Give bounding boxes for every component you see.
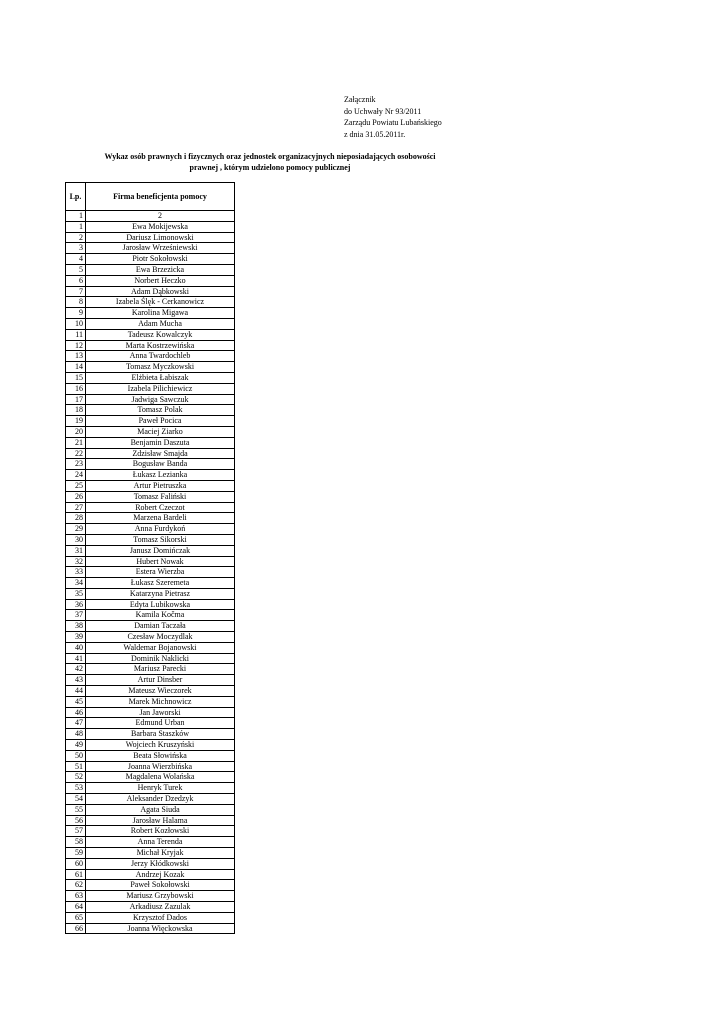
row-number: 23 [66, 459, 86, 470]
row-number: 39 [66, 632, 86, 643]
row-number: 40 [66, 642, 86, 653]
beneficiary-name: Katarzyna Pietrasz [86, 588, 235, 599]
beneficiary-name: Elżbieta Łabiszak [86, 372, 235, 383]
row-number: 59 [66, 848, 86, 859]
row-number: 15 [66, 372, 86, 383]
table-row [66, 416, 235, 427]
beneficiary-name: Marta Kostrzewińska [86, 340, 235, 351]
row-number: 55 [66, 804, 86, 815]
beneficiary-name: Janusz Domińczak [86, 545, 235, 556]
table-row [66, 297, 235, 308]
row-number: 20 [66, 426, 86, 437]
beneficiary-name: Marzena Bardeli [86, 513, 235, 524]
beneficiary-name: Paweł Pocica [86, 416, 235, 427]
beneficiary-name: Tomasz Polak [86, 405, 235, 416]
table-row [66, 275, 235, 286]
row-number: 62 [66, 880, 86, 891]
row-number: 56 [66, 815, 86, 826]
beneficiary-name: Maciej Ziarko [86, 426, 235, 437]
table-row [66, 588, 235, 599]
beneficiary-name: Adam Mucha [86, 318, 235, 329]
row-number: 33 [66, 567, 86, 578]
beneficiary-name: Krzysztof Dados [86, 912, 235, 923]
table-row [66, 718, 235, 729]
table-row [66, 491, 235, 502]
table-row [66, 502, 235, 513]
beneficiary-name: Czesław Moczydlak [86, 632, 235, 643]
table-row [66, 480, 235, 491]
row-number: 43 [66, 675, 86, 686]
beneficiary-name: Beata Słowińska [86, 750, 235, 761]
table-row [66, 383, 235, 394]
beneficiary-name: Anna Twardochleb [86, 351, 235, 362]
beneficiary-name: Estera Wierzba [86, 567, 235, 578]
beneficiary-name: Paweł Sokołowski [86, 880, 235, 891]
table-row [66, 858, 235, 869]
table-row [66, 826, 235, 837]
table-row [66, 459, 235, 470]
beneficiary-name: Karolina Migawa [86, 308, 235, 319]
beneficiary-name: Aleksander Dzedzyk [86, 794, 235, 805]
row-number: 66 [66, 923, 86, 934]
beneficiary-name: Benjamin Daszuta [86, 437, 235, 448]
row-number: 4 [66, 254, 86, 265]
table-row [66, 621, 235, 632]
beneficiary-name: Robert Kozłowski [86, 826, 235, 837]
table-row [66, 707, 235, 718]
beneficiary-name: Hubert Nowak [86, 556, 235, 567]
table-row [66, 426, 235, 437]
table-row [66, 254, 235, 265]
row-number: 44 [66, 686, 86, 697]
table-row [66, 556, 235, 567]
table-row [66, 308, 235, 319]
header-line-date: z dnia 31.05.2011r. [344, 129, 406, 139]
table-row [66, 696, 235, 707]
beneficiary-name: Edyta Lubikowska [86, 599, 235, 610]
title-line-1: Wykaz osób prawnych i fizycznych oraz jednostek organizacyjnych nieposiadających osobowości [104, 152, 436, 161]
row-number: 65 [66, 912, 86, 923]
row-number: 18 [66, 405, 86, 416]
row-number: 49 [66, 740, 86, 751]
table-row [66, 394, 235, 405]
beneficiary-name: Robert Czeczot [86, 502, 235, 513]
table-row [66, 372, 235, 383]
row-number: 27 [66, 502, 86, 513]
beneficiaries-table [65, 182, 235, 934]
beneficiary-name: Norbert Heczko [86, 275, 235, 286]
document-title [60, 151, 480, 173]
row-number: 42 [66, 664, 86, 675]
row-number: 30 [66, 534, 86, 545]
beneficiary-name: Łukasz Szeremeta [86, 578, 235, 589]
beneficiary-name: Zdzisław Smajda [86, 448, 235, 459]
beneficiary-name: Mariusz Grzybowski [86, 891, 235, 902]
table-row [66, 686, 235, 697]
beneficiary-name: Wojciech Kruszyński [86, 740, 235, 751]
table-row [66, 513, 235, 524]
row-number: 3 [66, 243, 86, 254]
beneficiary-name: Waldemar Bojanowski [86, 642, 235, 653]
row-number: 57 [66, 826, 86, 837]
table-row [66, 880, 235, 891]
row-number: 37 [66, 610, 86, 621]
table-row [66, 437, 235, 448]
table-row [66, 448, 235, 459]
row-number: 14 [66, 362, 86, 373]
row-number: 45 [66, 696, 86, 707]
table-row [66, 599, 235, 610]
row-number: 61 [66, 869, 86, 880]
row-number: 16 [66, 383, 86, 394]
beneficiary-name: Ewa Brzezicka [86, 264, 235, 275]
beneficiary-name: Adam Dąbkowski [86, 286, 235, 297]
table-row [66, 729, 235, 740]
beneficiary-name: Marek Michnowicz [86, 696, 235, 707]
table-row [66, 286, 235, 297]
table-row [66, 848, 235, 859]
row-number: 24 [66, 470, 86, 481]
beneficiary-name: Ewa Mokijewska [86, 221, 235, 232]
table-row [66, 567, 235, 578]
row-number: 48 [66, 729, 86, 740]
table-row [66, 642, 235, 653]
beneficiary-name: Tomasz Sikorski [86, 534, 235, 545]
row-number: 51 [66, 761, 86, 772]
beneficiary-name: Mateusz Wieczorek [86, 686, 235, 697]
row-number: 54 [66, 794, 86, 805]
header-line-attachment: Załącznik [344, 95, 376, 104]
table-row [66, 653, 235, 664]
table-row [66, 783, 235, 794]
column-header-lp: Lp. [66, 183, 86, 211]
beneficiary-name: Tomasz Myczkowski [86, 362, 235, 373]
table-row [66, 405, 235, 416]
row-number: 35 [66, 588, 86, 599]
header-line-resolution: do Uchwały Nr 93/2011 [344, 106, 422, 116]
row-number: 32 [66, 556, 86, 567]
beneficiary-name: Jarosław Wrześniewski [86, 243, 235, 254]
table-row [66, 891, 235, 902]
beneficiary-name: Damian Taczała [86, 621, 235, 632]
table-row [66, 470, 235, 481]
table-row [66, 923, 235, 934]
beneficiary-name: Joanna Wierzbińska [86, 761, 235, 772]
row-number: 8 [66, 297, 86, 308]
table-row [66, 351, 235, 362]
row-number: 10 [66, 318, 86, 329]
row-number: 17 [66, 394, 86, 405]
beneficiary-name: Piotr Sokołowski [86, 254, 235, 265]
row-number: 25 [66, 480, 86, 491]
beneficiary-name: Izabela Pilichiewicz [86, 383, 235, 394]
beneficiary-name: Anna Terenda [86, 837, 235, 848]
beneficiary-name: Barbara Staszków [86, 729, 235, 740]
row-number: 31 [66, 545, 86, 556]
table-row [66, 578, 235, 589]
table-row [66, 815, 235, 826]
table-row [66, 318, 235, 329]
row-number: 19 [66, 416, 86, 427]
table-header-row [66, 183, 235, 211]
attachment-header [344, 94, 442, 140]
row-number: 34 [66, 578, 86, 589]
table-row [66, 632, 235, 643]
row-number: 53 [66, 783, 86, 794]
beneficiary-name: Izabela Ślęk - Cerkanowicz [86, 297, 235, 308]
table-row [66, 664, 235, 675]
table-row [66, 243, 235, 254]
row-number: 29 [66, 524, 86, 535]
beneficiary-name: Dominik Naklicki [86, 653, 235, 664]
row-number: 50 [66, 750, 86, 761]
table-row [66, 545, 235, 556]
row-number: 6 [66, 275, 86, 286]
beneficiary-name: Dariusz Limonowski [86, 232, 235, 243]
row-number: 11 [66, 329, 86, 340]
beneficiary-name: Artur Dinsber [86, 675, 235, 686]
row-number: 36 [66, 599, 86, 610]
beneficiary-name: Łukasz Lezianka [86, 470, 235, 481]
table-row [66, 524, 235, 535]
table-row [66, 794, 235, 805]
beneficiary-name: Joanna Więckowska [86, 923, 235, 934]
table-row [66, 837, 235, 848]
beneficiary-name: Michał Kryjak [86, 848, 235, 859]
beneficiary-name: Kamila Kočma [86, 610, 235, 621]
table-row [66, 264, 235, 275]
column-number-row [66, 211, 235, 222]
beneficiary-name: Tomasz Faliński [86, 491, 235, 502]
row-number: 13 [66, 351, 86, 362]
row-number: 38 [66, 621, 86, 632]
row-number: 52 [66, 772, 86, 783]
header-line-board: Zarządu Powiatu Lubańskiego [344, 118, 442, 127]
row-number: 5 [66, 264, 86, 275]
row-number: 26 [66, 491, 86, 502]
table-row [66, 761, 235, 772]
table-row [66, 804, 235, 815]
beneficiary-name: Tadeusz Kowalczyk [86, 329, 235, 340]
beneficiary-name: Andrzej Kozak [86, 869, 235, 880]
table-row [66, 902, 235, 913]
row-number: 21 [66, 437, 86, 448]
row-number: 28 [66, 513, 86, 524]
beneficiary-name: Magdalena Wolańska [86, 772, 235, 783]
row-number: 1 [66, 221, 86, 232]
row-number: 22 [66, 448, 86, 459]
table-row [66, 534, 235, 545]
row-number: 12 [66, 340, 86, 351]
beneficiary-name: Jadwiga Sawczuk [86, 394, 235, 405]
beneficiary-name: Arkadiusz Zazulak [86, 902, 235, 913]
column-number-name: 2 [86, 211, 235, 222]
beneficiary-name: Bogusław Banda [86, 459, 235, 470]
row-number: 46 [66, 707, 86, 718]
beneficiary-name: Edmund Urban [86, 718, 235, 729]
row-number: 58 [66, 837, 86, 848]
row-number: 41 [66, 653, 86, 664]
column-header-name: Firma beneficjenta pomocy [86, 183, 235, 211]
beneficiary-name: Artur Pietruszka [86, 480, 235, 491]
row-number: 9 [66, 308, 86, 319]
table-row [66, 362, 235, 373]
table-row [66, 750, 235, 761]
beneficiary-name: Anna Furdykoń [86, 524, 235, 535]
row-number: 7 [66, 286, 86, 297]
title-line-2: prawnej , którym udzielono pomocy publicznej [189, 163, 351, 172]
beneficiary-name: Jerzy Kłódkowski [86, 858, 235, 869]
table-row [66, 340, 235, 351]
beneficiary-name: Mariusz Parecki [86, 664, 235, 675]
row-number: 63 [66, 891, 86, 902]
beneficiary-name: Jan Jaworski [86, 707, 235, 718]
beneficiary-name: Jarosław Halama [86, 815, 235, 826]
table-row [66, 772, 235, 783]
beneficiary-name: Henryk Turek [86, 783, 235, 794]
table-row [66, 869, 235, 880]
table-row [66, 740, 235, 751]
table-row [66, 221, 235, 232]
table-row [66, 232, 235, 243]
column-number-lp: 1 [66, 211, 86, 222]
row-number: 60 [66, 858, 86, 869]
table-row [66, 329, 235, 340]
table-row [66, 912, 235, 923]
row-number: 47 [66, 718, 86, 729]
table-row [66, 675, 235, 686]
table-row [66, 610, 235, 621]
row-number: 64 [66, 902, 86, 913]
row-number: 2 [66, 232, 86, 243]
beneficiary-name: Agata Siuda [86, 804, 235, 815]
